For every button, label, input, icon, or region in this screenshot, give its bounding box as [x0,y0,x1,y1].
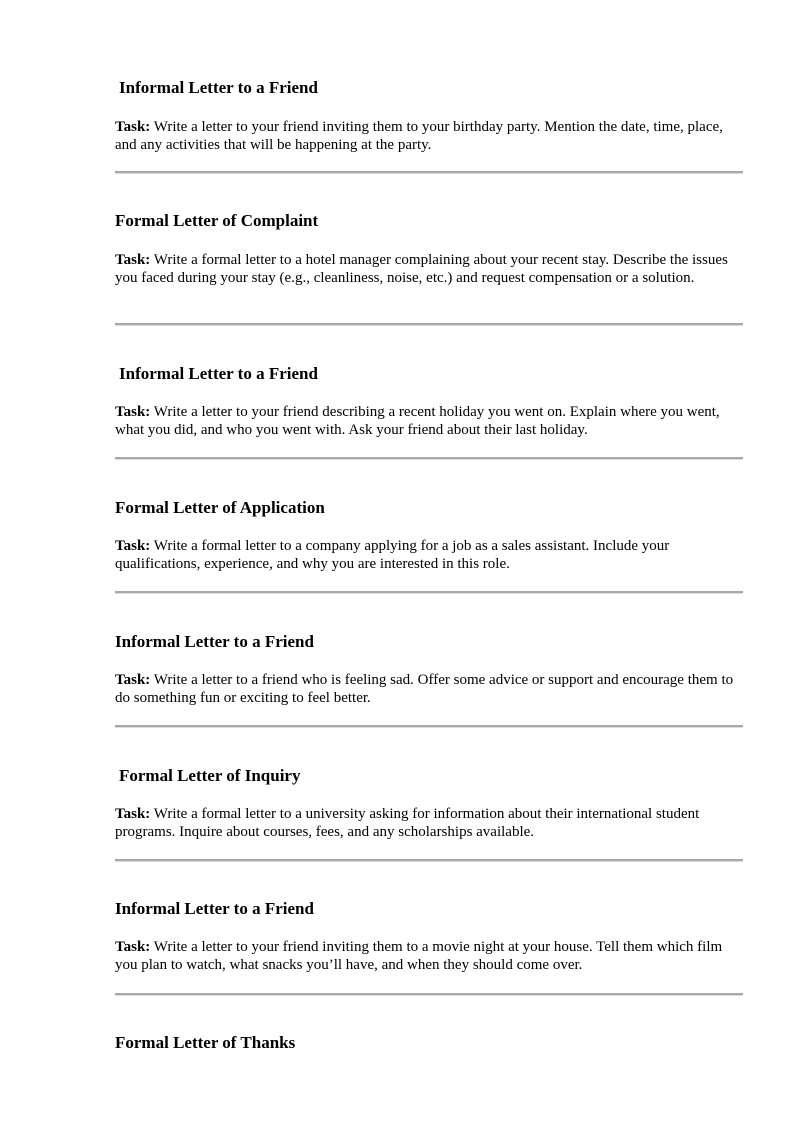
section-divider [115,859,743,862]
task-text: Write a formal letter to a university asking for information about their international student programs. Inquire about courses, fees, and any scholarships available. [115,806,700,840]
task-paragraph [115,938,743,974]
task-paragraph [115,403,743,439]
letter-section [115,632,743,706]
task-paragraph [115,671,743,707]
task-label: Task: [115,538,151,554]
section-heading: Informal Letter to a Friend [119,364,318,383]
task-label: Task: [115,252,151,268]
task-label: Task: [115,806,151,822]
task-label: Task: [115,404,151,420]
section-divider [115,457,743,460]
letter-section [115,1033,743,1053]
task-text: Write a letter to a friend who is feeling sad. Offer some advice or support and encourage them to do something fun or exciting to feel better. [115,672,734,706]
section-heading: Formal Letter of Complaint [115,211,319,230]
task-text: Write a formal letter to a hotel manager complaining about your recent stay. Describe the issues you faced during your stay (e.g., cleanliness, noise, etc.) and request compensation or a solution. [115,252,728,286]
letter-section [115,899,743,973]
section-heading: Formal Letter of Application [115,498,325,517]
task-text: Write a letter to your friend inviting them to a movie night at your house. Tell them which film you plan to watch, what snacks you’ll have, and when they should come over. [115,939,723,973]
section-divider [115,323,743,326]
section-divider [115,725,743,728]
task-text: Write a formal letter to a company applying for a job as a sales assistant. Include your qualifications, experience, and why you are interested in this role. [115,538,670,572]
task-label: Task: [115,119,151,135]
section-divider [115,993,743,996]
task-paragraph [115,118,743,154]
letter-section [115,364,743,438]
task-label: Task: [115,672,151,688]
section-heading: Formal Letter of Inquiry [119,766,301,785]
task-paragraph [115,537,743,573]
section-heading: Formal Letter of Thanks [115,1033,296,1052]
letter-section [115,498,743,572]
task-paragraph [115,805,743,841]
letter-section [115,211,743,286]
task-paragraph [115,251,743,287]
letter-section [115,766,743,840]
section-heading: Informal Letter to a Friend [119,78,318,97]
section-divider [115,591,743,594]
section-heading: Informal Letter to a Friend [115,899,314,918]
section-divider [115,171,743,174]
section-heading: Informal Letter to a Friend [115,632,314,651]
task-label: Task: [115,939,151,955]
task-text: Write a letter to your friend describing a recent holiday you went on. Explain where you went, what you did, and who you went with. Ask your friend about their last holiday. [115,404,720,438]
letter-section [115,78,743,153]
task-text: Write a letter to your friend inviting them to your birthday party. Mention the date, time, place, and any activities that will be happening at the party. [115,119,723,153]
